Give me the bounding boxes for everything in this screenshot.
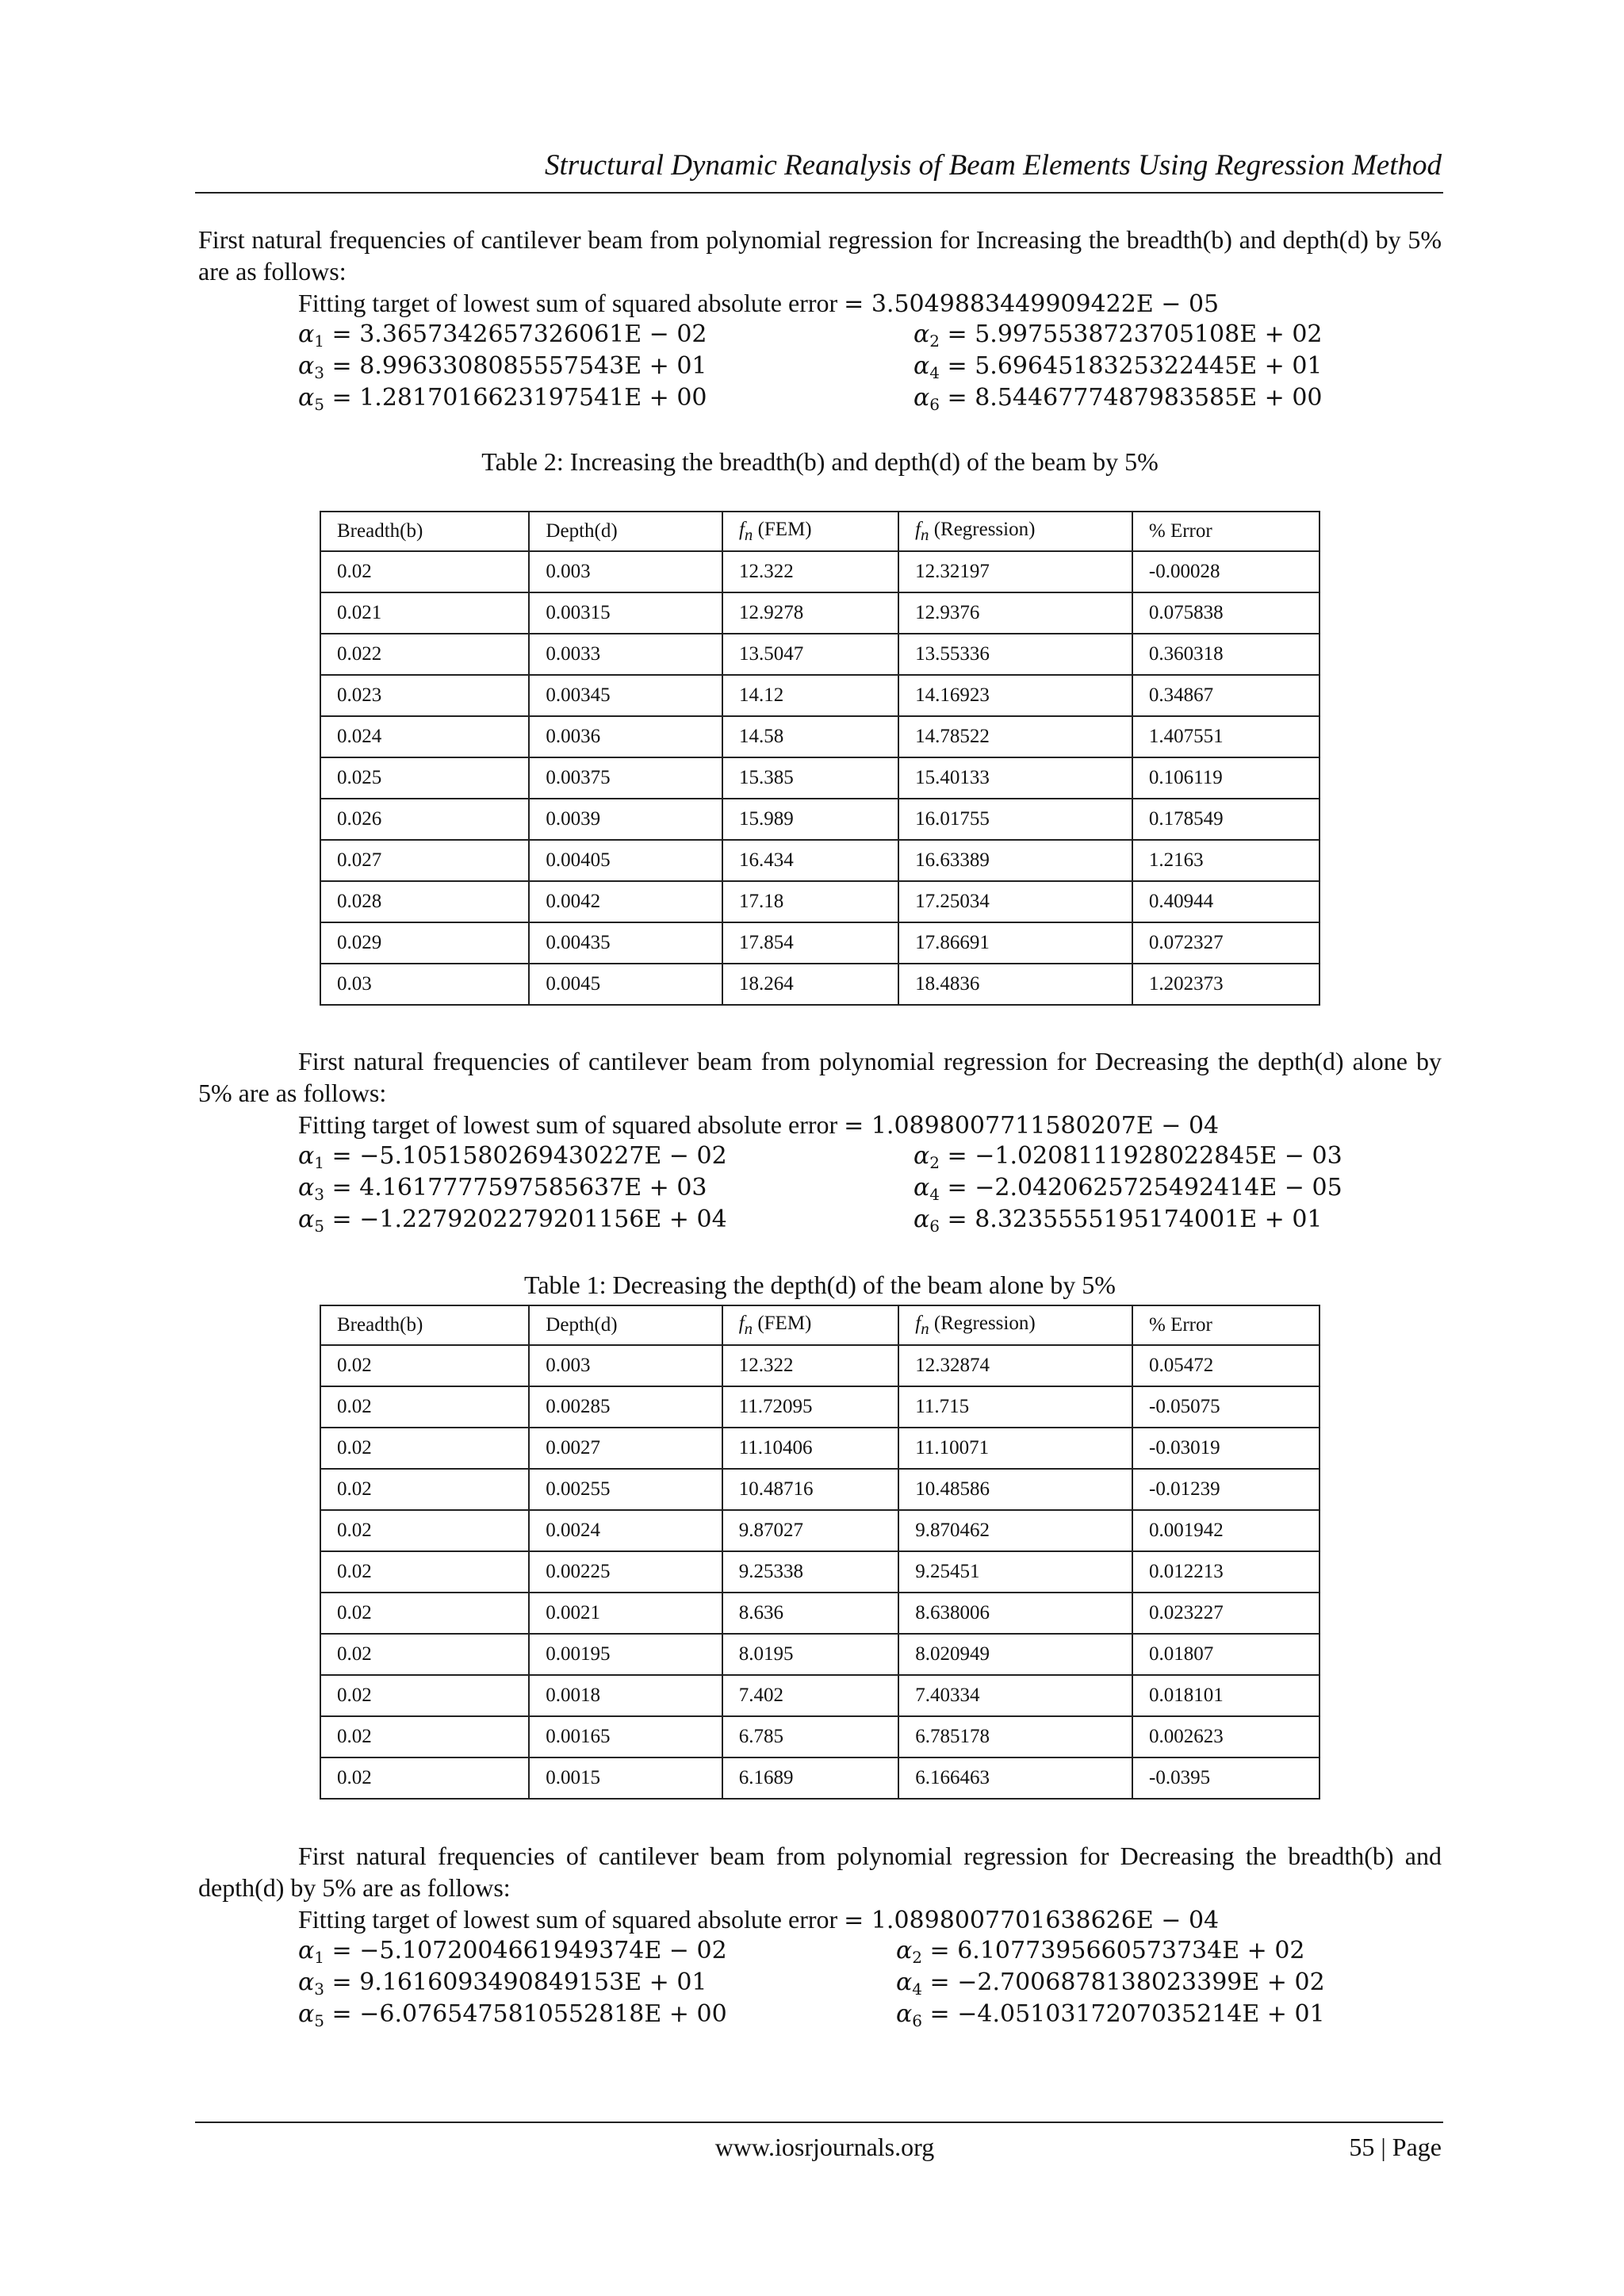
cell-fn-fem: 18.264 bbox=[722, 964, 898, 1005]
cell-fn-regression: 9.870462 bbox=[898, 1510, 1132, 1551]
coefficient: $\alpha_6 = -4.0510317207035214E + 01$ bbox=[896, 2000, 1325, 2030]
cell-error: -0.05075 bbox=[1132, 1386, 1320, 1428]
footer-website[interactable]: www.iosrjournals.org bbox=[714, 2133, 935, 2161]
cell-depth: 0.003 bbox=[529, 551, 722, 592]
cell-breadth: 0.029 bbox=[320, 922, 529, 964]
cell-fn-regression: 17.86691 bbox=[898, 922, 1132, 964]
cell-breadth: 0.02 bbox=[320, 1386, 529, 1428]
table-row bbox=[320, 757, 1320, 799]
cell-breadth: 0.025 bbox=[320, 757, 529, 799]
cell-fn-fem: 14.58 bbox=[722, 716, 898, 757]
fit-label: Fitting target of lowest sum of squared absolute error bbox=[298, 1905, 838, 1934]
table-row bbox=[320, 1551, 1320, 1593]
table-row bbox=[320, 1510, 1320, 1551]
cell-depth: 0.00195 bbox=[529, 1634, 722, 1675]
header-rule bbox=[195, 192, 1443, 194]
cell-fn-regression: 8.020949 bbox=[898, 1634, 1132, 1675]
table-row bbox=[320, 634, 1320, 675]
table-header-row bbox=[320, 512, 1320, 551]
cell-fn-fem: 9.25338 bbox=[722, 1551, 899, 1593]
cell-depth: 0.0045 bbox=[529, 964, 722, 1005]
cell-depth: 0.00435 bbox=[529, 922, 722, 964]
cell-fn-regression: 12.32197 bbox=[898, 551, 1132, 592]
section3-intro: First natural frequencies of cantilever beam from polynomial regression for Decreasing the breadth(b) and depth(d) by 5% are as follows: bbox=[198, 1842, 1442, 1902]
coefficient: $\alpha_5 = -6.0765475810552818E + 00$ bbox=[298, 2000, 727, 2030]
cell-fn-fem: 11.72095 bbox=[722, 1386, 899, 1428]
cell-fn-regression: 11.10071 bbox=[898, 1428, 1132, 1469]
cell-error: 0.01807 bbox=[1132, 1634, 1320, 1675]
fit-label: Fitting target of lowest sum of squared absolute error bbox=[298, 289, 838, 317]
cell-depth: 0.0024 bbox=[529, 1510, 722, 1551]
table-row bbox=[320, 716, 1320, 757]
cell-depth: 0.00255 bbox=[529, 1469, 722, 1510]
coefficient: $\alpha_5 = -1.2279202279201156E + 04$ bbox=[298, 1205, 727, 1236]
cell-fn-fem: 15.989 bbox=[722, 799, 898, 840]
table-row bbox=[320, 1469, 1320, 1510]
cell-error: 0.075838 bbox=[1132, 592, 1320, 634]
cell-fn-regression: 12.32874 bbox=[898, 1345, 1132, 1386]
cell-fn-regression: 14.78522 bbox=[898, 716, 1132, 757]
footer-page-number: 55 | Page bbox=[1349, 2133, 1442, 2161]
cell-depth: 0.00405 bbox=[529, 840, 722, 881]
cell-breadth: 0.02 bbox=[320, 1593, 529, 1634]
cell-breadth: 0.023 bbox=[320, 675, 529, 716]
cell-fn-fem: 13.5047 bbox=[722, 634, 898, 675]
cell-breadth: 0.02 bbox=[320, 1345, 529, 1386]
section1-intro: First natural frequencies of cantilever beam from polynomial regression for Increasing the breadth(b) and depth(d) by 5% are as follows: bbox=[198, 225, 1442, 286]
table-row bbox=[320, 922, 1320, 964]
cell-fn-regression: 6.785178 bbox=[898, 1716, 1132, 1757]
cell-fn-fem: 15.385 bbox=[722, 757, 898, 799]
cell-error: -0.0395 bbox=[1132, 1757, 1320, 1799]
cell-depth: 0.00285 bbox=[529, 1386, 722, 1428]
cell-depth: 0.0018 bbox=[529, 1675, 722, 1716]
table2-caption: Table 2: Increasing the breadth(b) and depth(d) of the beam by 5% bbox=[481, 447, 1159, 476]
cell-fn-regression: 11.715 bbox=[898, 1386, 1132, 1428]
cell-breadth: 0.02 bbox=[320, 1551, 529, 1593]
cell-fn-fem: 9.87027 bbox=[722, 1510, 899, 1551]
cell-error: 0.106119 bbox=[1132, 757, 1320, 799]
table-row bbox=[320, 1675, 1320, 1716]
fit-value: 3.5049883449909422E − 05 bbox=[871, 290, 1220, 318]
fit-label: Fitting target of lowest sum of squared absolute error bbox=[298, 1110, 838, 1139]
cell-fn-fem: 8.0195 bbox=[722, 1634, 899, 1675]
cell-fn-fem: 17.854 bbox=[722, 922, 898, 964]
table-row bbox=[320, 1593, 1320, 1634]
table-row bbox=[320, 799, 1320, 840]
cell-breadth: 0.02 bbox=[320, 1428, 529, 1469]
coefficient: $\alpha_3 = 4.1617777597585637E + 03$ bbox=[298, 1174, 707, 1204]
coefficient: $\alpha_1 = -5.1072004661949374E - 02$ bbox=[298, 1937, 727, 1967]
cell-error: 1.202373 bbox=[1132, 964, 1320, 1005]
table-row bbox=[320, 964, 1320, 1005]
cell-fn-regression: 8.638006 bbox=[898, 1593, 1132, 1634]
table-row bbox=[320, 1386, 1320, 1428]
cell-fn-regression: 12.9376 bbox=[898, 592, 1132, 634]
cell-fn-fem: 10.48716 bbox=[722, 1469, 899, 1510]
cell-fn-fem: 7.402 bbox=[722, 1675, 899, 1716]
col-header-fn-fem: $f_n$ (FEM) bbox=[722, 512, 898, 551]
col-header-fn-regression: $f_n$ (Regression) bbox=[898, 512, 1132, 551]
cell-depth: 0.0027 bbox=[529, 1428, 722, 1469]
cell-fn-fem: 11.10406 bbox=[722, 1428, 899, 1469]
coefficient: $\alpha_6 = 8.3235555195174001E + 01$ bbox=[914, 1205, 1323, 1236]
cell-error: 0.05472 bbox=[1132, 1345, 1320, 1386]
coefficient: $\alpha_1 = 3.3657342657326061E - 02$ bbox=[298, 320, 707, 351]
cell-breadth: 0.021 bbox=[320, 592, 529, 634]
cell-breadth: 0.028 bbox=[320, 881, 529, 922]
section1-fit-line: Fitting target of lowest sum of squared absolute error = 3.5049883449909422E − 05 bbox=[298, 289, 1220, 318]
table2 bbox=[320, 511, 1320, 1006]
table-row bbox=[320, 840, 1320, 881]
cell-fn-fem: 16.434 bbox=[722, 840, 898, 881]
cell-error: 0.360318 bbox=[1132, 634, 1320, 675]
cell-depth: 0.0015 bbox=[529, 1757, 722, 1799]
cell-breadth: 0.02 bbox=[320, 1510, 529, 1551]
table-row bbox=[320, 881, 1320, 922]
table-row bbox=[320, 675, 1320, 716]
table-row bbox=[320, 551, 1320, 592]
cell-error: 0.012213 bbox=[1132, 1551, 1320, 1593]
coefficient: $\alpha_5 = 1.2817016623197541E + 00$ bbox=[298, 384, 707, 414]
cell-breadth: 0.02 bbox=[320, 1716, 529, 1757]
cell-breadth: 0.027 bbox=[320, 840, 529, 881]
table-row bbox=[320, 1716, 1320, 1757]
cell-error: 0.40944 bbox=[1132, 881, 1320, 922]
cell-fn-fem: 6.785 bbox=[722, 1716, 899, 1757]
coefficient: $\alpha_1 = -5.1051580269430227E - 02$ bbox=[298, 1142, 727, 1172]
table-row bbox=[320, 1757, 1320, 1799]
section3-fit-line: Fitting target of lowest sum of squared absolute error = 1.0898007701638626E − 04 bbox=[298, 1905, 1220, 1934]
cell-fn-fem: 6.1689 bbox=[722, 1757, 899, 1799]
cell-fn-regression: 10.48586 bbox=[898, 1469, 1132, 1510]
cell-breadth: 0.02 bbox=[320, 1675, 529, 1716]
coefficient: $\alpha_6 = 8.5446777487983585E + 00$ bbox=[914, 384, 1323, 414]
cell-error: -0.03019 bbox=[1132, 1428, 1320, 1469]
cell-fn-regression: 15.40133 bbox=[898, 757, 1132, 799]
cell-fn-fem: 17.18 bbox=[722, 881, 898, 922]
coefficient: $\alpha_4 = -2.7006878138023399E + 02$ bbox=[896, 1968, 1325, 1999]
col-header-error: % Error bbox=[1132, 512, 1320, 551]
table-header-row bbox=[320, 1305, 1320, 1345]
cell-breadth: 0.02 bbox=[320, 1469, 529, 1510]
cell-error: 1.407551 bbox=[1132, 716, 1320, 757]
col-header-error: % Error bbox=[1132, 1305, 1320, 1345]
cell-depth: 0.00225 bbox=[529, 1551, 722, 1593]
cell-error: -0.01239 bbox=[1132, 1469, 1320, 1510]
cell-depth: 0.0042 bbox=[529, 881, 722, 922]
cell-breadth: 0.026 bbox=[320, 799, 529, 840]
fit-value: 1.0898007711580207E − 04 bbox=[871, 1112, 1220, 1140]
col-header-breadth: Breadth(b) bbox=[320, 512, 529, 551]
table-row bbox=[320, 1345, 1320, 1386]
coefficient: $\alpha_4 = 5.6964518325322445E + 01$ bbox=[914, 352, 1323, 382]
cell-error: -0.00028 bbox=[1132, 551, 1320, 592]
col-header-depth: Depth(d) bbox=[529, 1305, 722, 1345]
cell-fn-fem: 12.322 bbox=[722, 551, 898, 592]
cell-fn-fem: 14.12 bbox=[722, 675, 898, 716]
fit-value: 1.0898007701638626E − 04 bbox=[871, 1907, 1220, 1934]
cell-error: 1.2163 bbox=[1132, 840, 1320, 881]
section2-intro: First natural frequencies of cantilever beam from polynomial regression for Decreasing the depth(d) alone by 5% are as follows: bbox=[198, 1047, 1442, 1107]
cell-fn-regression: 9.25451 bbox=[898, 1551, 1132, 1593]
cell-fn-fem: 12.9278 bbox=[722, 592, 898, 634]
cell-depth: 0.0021 bbox=[529, 1593, 722, 1634]
cell-fn-regression: 13.55336 bbox=[898, 634, 1132, 675]
cell-error: 0.001942 bbox=[1132, 1510, 1320, 1551]
cell-fn-regression: 16.01755 bbox=[898, 799, 1132, 840]
cell-error: 0.023227 bbox=[1132, 1593, 1320, 1634]
cell-breadth: 0.022 bbox=[320, 634, 529, 675]
coefficient: $\alpha_2 = 5.9975538723705108E + 02$ bbox=[914, 320, 1323, 351]
cell-depth: 0.00345 bbox=[529, 675, 722, 716]
cell-fn-regression: 17.25034 bbox=[898, 881, 1132, 922]
cell-breadth: 0.02 bbox=[320, 1757, 529, 1799]
coefficient: $\alpha_2 = -1.0208111928022845E - 03$ bbox=[914, 1142, 1342, 1172]
footer-rule bbox=[195, 2122, 1443, 2123]
cell-fn-regression: 6.166463 bbox=[898, 1757, 1132, 1799]
coefficient: $\alpha_3 = 8.9963308085557543E + 01$ bbox=[298, 352, 707, 382]
cell-fn-regression: 16.63389 bbox=[898, 840, 1132, 881]
cell-breadth: 0.02 bbox=[320, 551, 529, 592]
coefficient: $\alpha_3 = 9.1616093490849153E + 01$ bbox=[298, 1968, 707, 1999]
col-header-depth: Depth(d) bbox=[529, 512, 722, 551]
coefficient: $\alpha_4 = -2.0420625725492414E - 05$ bbox=[914, 1174, 1342, 1204]
table1 bbox=[320, 1305, 1320, 1800]
table-row bbox=[320, 1428, 1320, 1469]
cell-error: 0.018101 bbox=[1132, 1675, 1320, 1716]
cell-fn-fem: 12.322 bbox=[722, 1345, 899, 1386]
col-header-fn-fem: $f_n$ (FEM) bbox=[722, 1305, 899, 1345]
cell-depth: 0.0039 bbox=[529, 799, 722, 840]
cell-breadth: 0.024 bbox=[320, 716, 529, 757]
cell-depth: 0.0036 bbox=[529, 716, 722, 757]
running-header: Structural Dynamic Reanalysis of Beam Elements Using Regression Method bbox=[544, 149, 1442, 182]
cell-depth: 0.003 bbox=[529, 1345, 722, 1386]
col-header-breadth: Breadth(b) bbox=[320, 1305, 529, 1345]
table-row bbox=[320, 1634, 1320, 1675]
cell-breadth: 0.03 bbox=[320, 964, 529, 1005]
table-row bbox=[320, 592, 1320, 634]
cell-fn-regression: 7.40334 bbox=[898, 1675, 1132, 1716]
cell-error: 0.002623 bbox=[1132, 1716, 1320, 1757]
table1-caption: Table 1: Decreasing the depth(d) of the beam alone by 5% bbox=[524, 1271, 1116, 1299]
cell-fn-regression: 18.4836 bbox=[898, 964, 1132, 1005]
cell-error: 0.178549 bbox=[1132, 799, 1320, 840]
section2-fit-line: Fitting target of lowest sum of squared absolute error = 1.0898007711580207E − 04 bbox=[298, 1110, 1220, 1140]
cell-error: 0.34867 bbox=[1132, 675, 1320, 716]
cell-depth: 0.00375 bbox=[529, 757, 722, 799]
cell-fn-fem: 8.636 bbox=[722, 1593, 899, 1634]
col-header-fn-regression: $f_n$ (Regression) bbox=[898, 1305, 1132, 1345]
cell-depth: 0.00165 bbox=[529, 1716, 722, 1757]
cell-depth: 0.00315 bbox=[529, 592, 722, 634]
cell-error: 0.072327 bbox=[1132, 922, 1320, 964]
cell-fn-regression: 14.16923 bbox=[898, 675, 1132, 716]
coefficient: $\alpha_2 = 6.1077395660573734E + 02$ bbox=[896, 1937, 1305, 1967]
cell-breadth: 0.02 bbox=[320, 1634, 529, 1675]
cell-depth: 0.0033 bbox=[529, 634, 722, 675]
